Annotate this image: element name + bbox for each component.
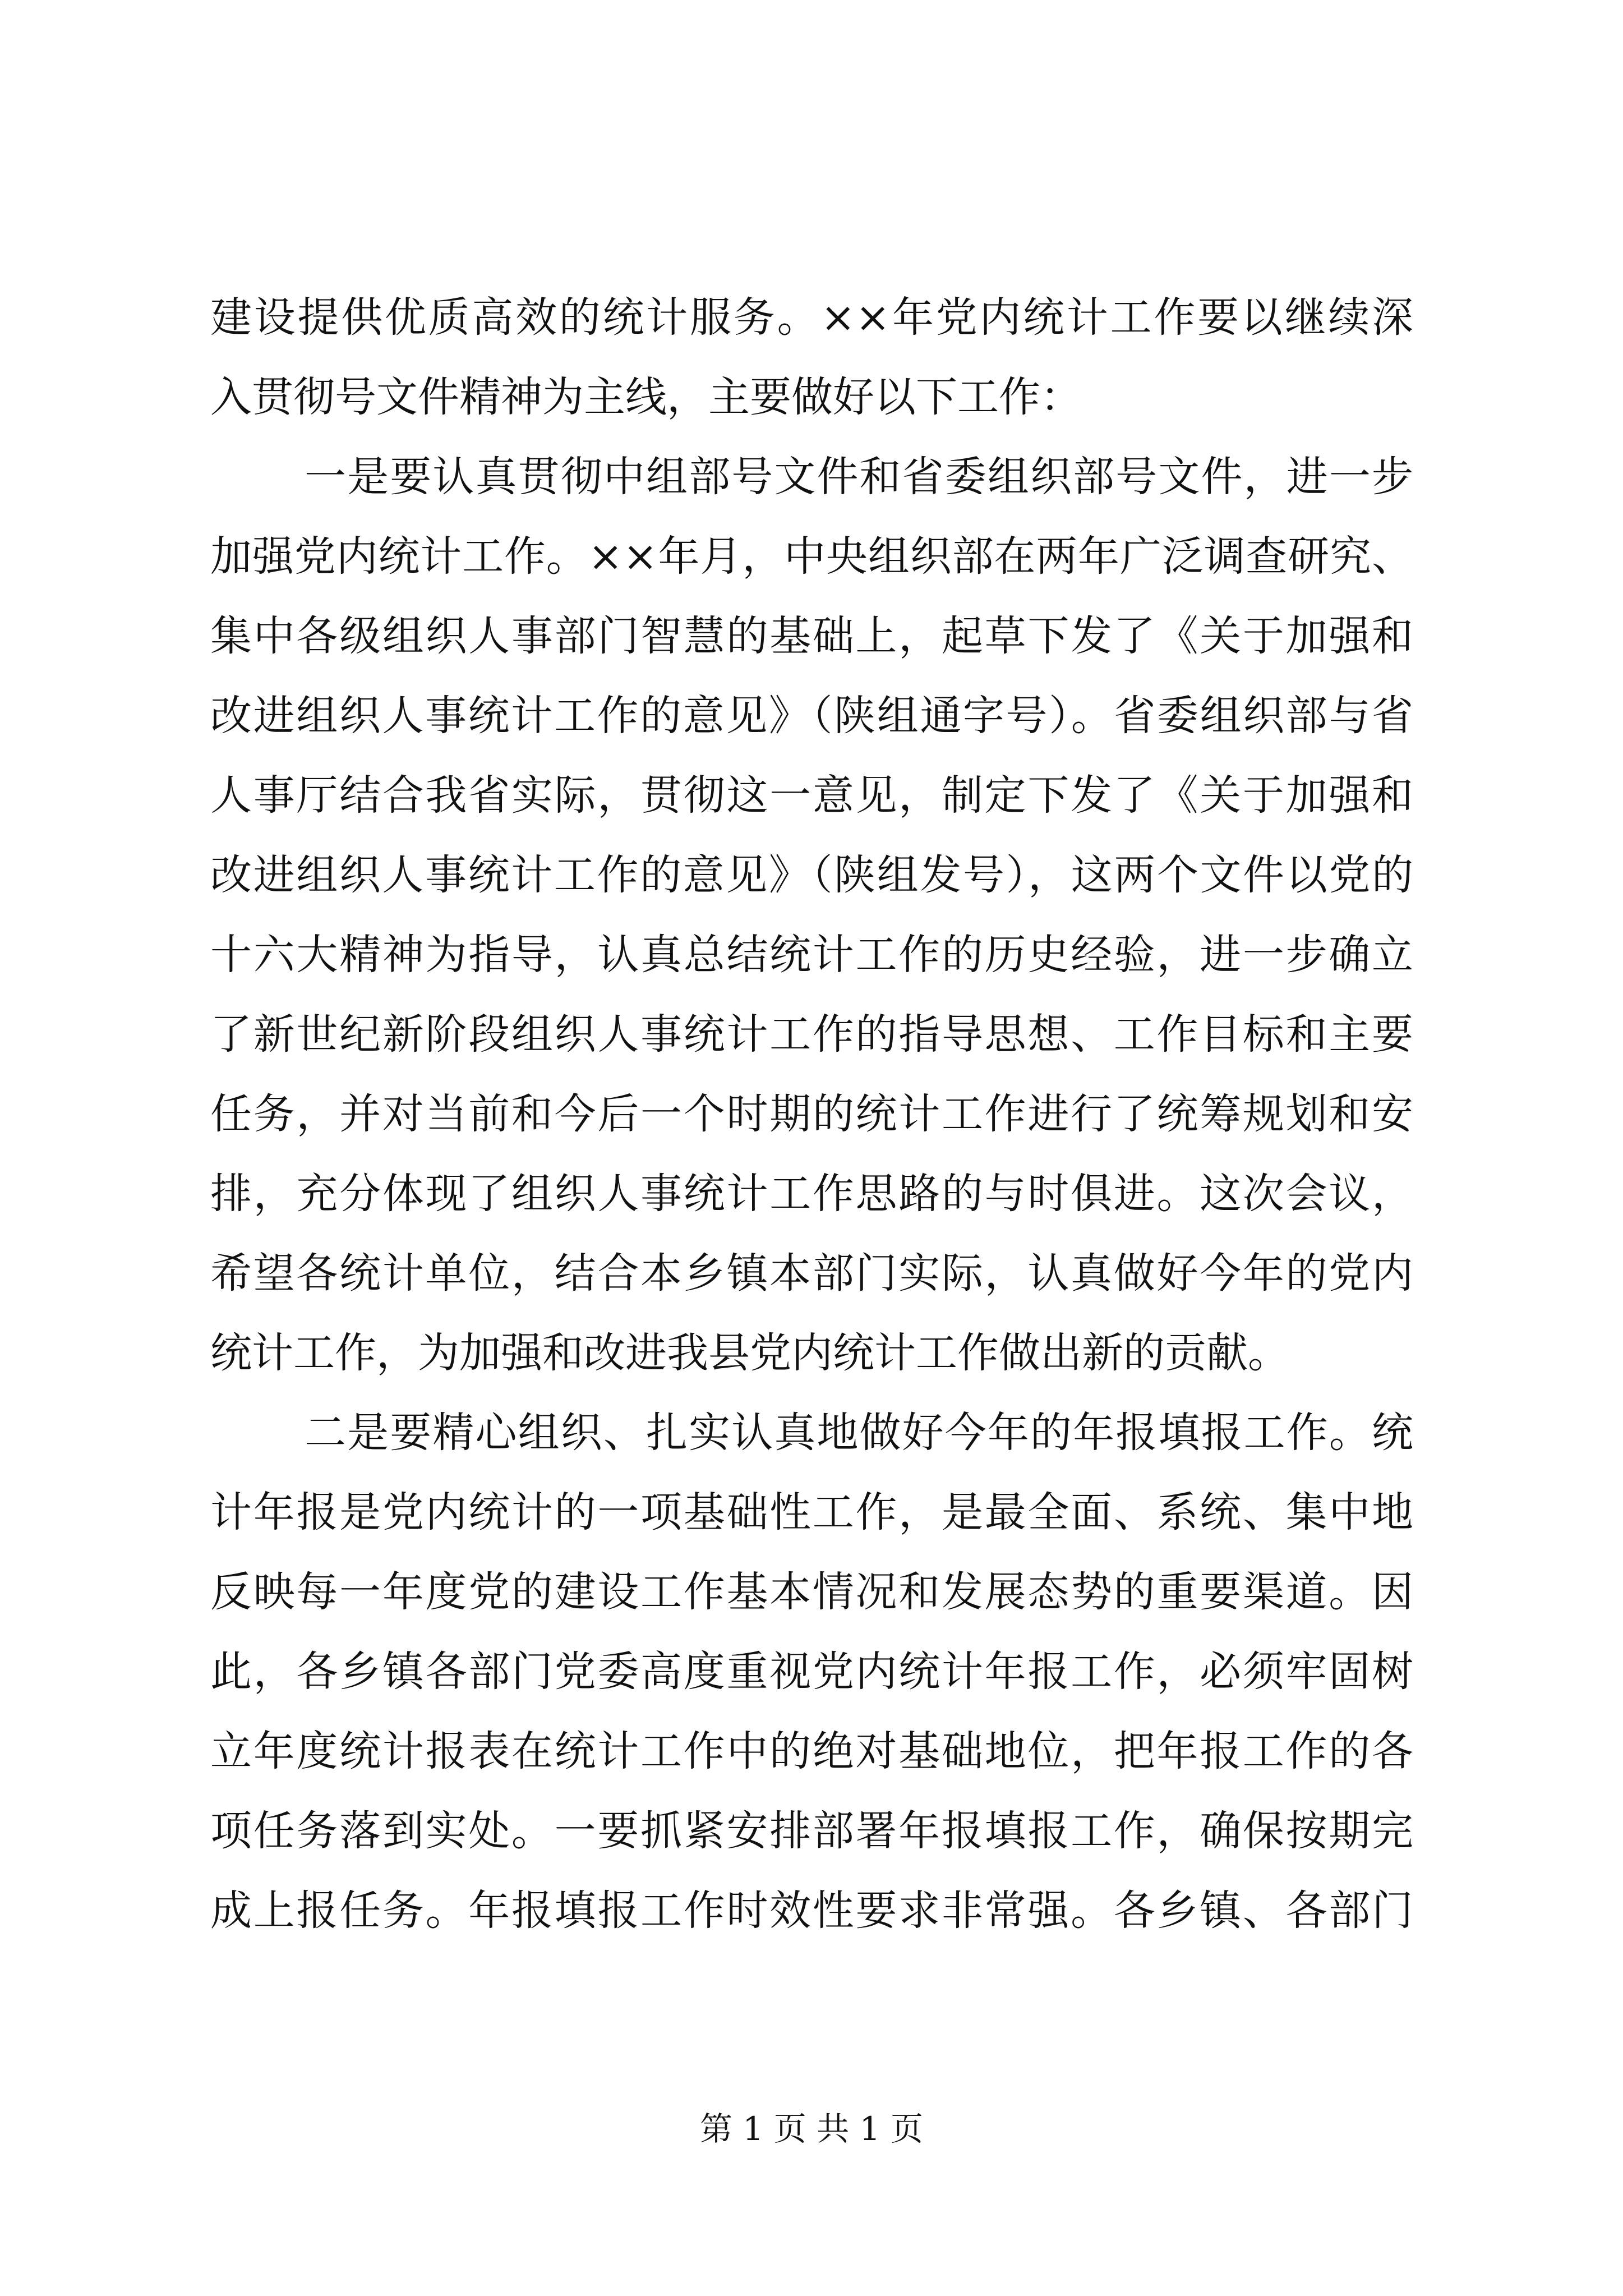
text-line: 成上报任务。年报填报工作时效性要求非常强。各乡镇、各部门 — [210, 1887, 1413, 1935]
text-line: 加强党内统计工作。××年月，中央组织部在两年广泛调查研究、 — [210, 532, 1413, 581]
text-line: 改进组织人事统计工作的意见》（陕组通字号）。省委组织部与省 — [210, 692, 1413, 740]
text-line: 项任务落到实处。一要抓紧安排部署年报填报工作，确保按期完 — [210, 1807, 1413, 1855]
text-line: 此，各乡镇各部门党委高度重视党内统计年报工作，必须牢固树 — [210, 1648, 1413, 1696]
text-line: 建设提供优质高效的统计服务。××年党内统计工作要以继续深 — [210, 293, 1413, 342]
text-line: 了新世纪新阶段组织人事统计工作的指导思想、工作目标和主要 — [210, 1010, 1413, 1059]
text-line: 人事厅结合我省实际，贯彻这一意见，制定下发了《关于加强和 — [210, 771, 1413, 820]
text-line: 计年报是党内统计的一项基础性工作，是最全面、系统、集中地 — [210, 1488, 1413, 1536]
text-line: 排，充分体现了组织人事统计工作思路的与时俱进。这次会议， — [210, 1170, 1413, 1218]
text-line: 集中各级组织人事部门智慧的基础上，起草下发了《关于加强和 — [210, 612, 1413, 660]
text-line: 立年度统计报表在统计工作中的绝对基础地位，把年报工作的各 — [210, 1727, 1413, 1775]
text-line: 入贯彻号文件精神为主线，主要做好以下工作： — [210, 373, 1082, 421]
text-line: 希望各统计单位，结合本乡镇本部门实际，认真做好今年的党内 — [210, 1249, 1413, 1297]
text-line: 二是要精心组织、扎实认真地做好今年的年报填报工作。统 — [305, 1409, 1413, 1457]
text-line: 反映每一年度党的建设工作基本情况和发展态势的重要渠道。因 — [210, 1568, 1413, 1616]
text-line: 改进组织人事统计工作的意见》（陕组发号），这两个文件以党的 — [210, 851, 1413, 899]
text-line: 十六大精神为指导，认真总结统计工作的历史经验，进一步确立 — [210, 931, 1413, 979]
text-line: 一是要认真贯彻中组部号文件和省委组织部号文件，进一步 — [305, 453, 1413, 501]
body-text — [210, 278, 1413, 1950]
text-line: 任务，并对当前和今后一个时期的统计工作进行了统筹规划和安 — [210, 1090, 1413, 1138]
page-footer: 第 1 页 共 1 页 — [700, 2110, 923, 2148]
text-line: 统计工作，为加强和改进我县党内统计工作做出新的贡献。 — [210, 1329, 1289, 1377]
